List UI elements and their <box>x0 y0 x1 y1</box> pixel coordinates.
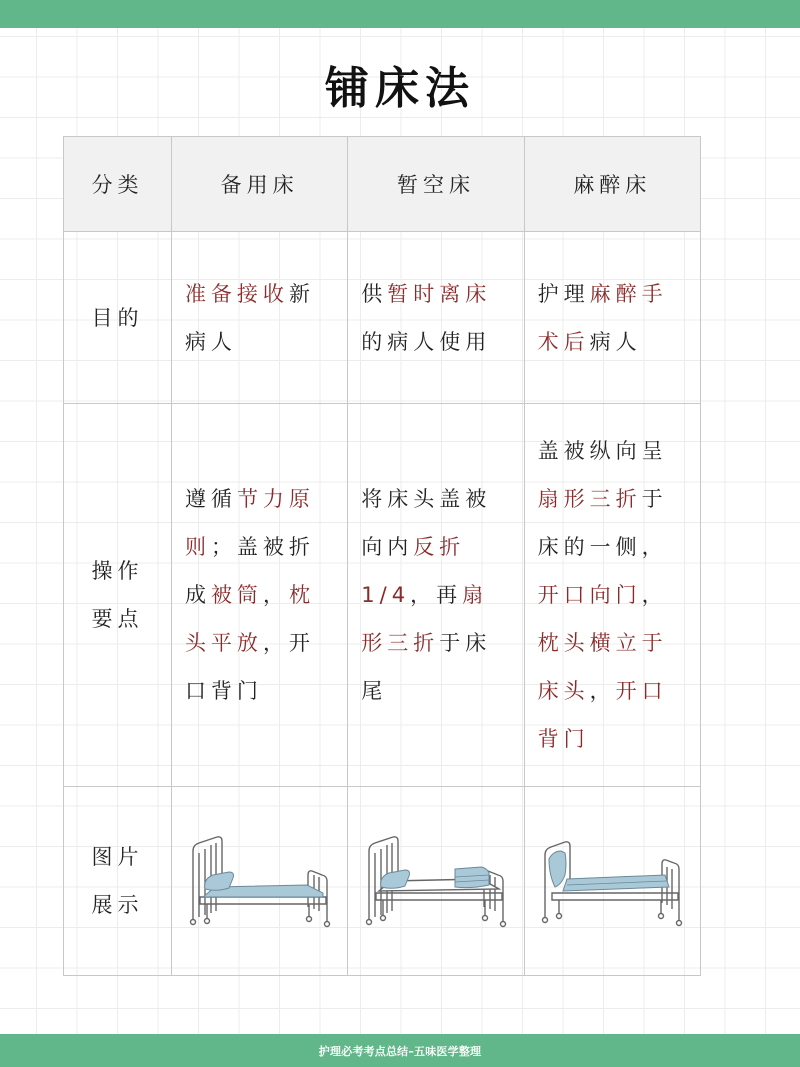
footer-banner <box>0 1034 800 1067</box>
body-text: ， <box>589 679 616 703</box>
highlighted-text: 准备接收 <box>184 281 289 306</box>
body-text: 盖被纵向呈 <box>537 439 668 463</box>
highlighted-text: 节力原则 <box>184 487 315 559</box>
cell-spare-bed-steps <box>171 404 347 787</box>
highlighted-text: 开口向门 <box>537 583 642 607</box>
table-header-row <box>64 137 701 232</box>
highlighted-text: 暂时离床 <box>387 281 492 306</box>
body-text: 于床尾 <box>361 631 492 703</box>
page-title: 铺床法 <box>325 63 475 114</box>
body-text: ， <box>262 583 289 607</box>
cell-anesthesia-bed-steps <box>524 404 700 787</box>
table-row-key-steps <box>64 404 701 787</box>
body-text: ；盖被折成 <box>184 535 315 607</box>
highlighted-text: 枕头横立于床头 <box>537 631 668 703</box>
cell-temporary-bed-image <box>348 787 524 976</box>
body-text: 的病人使用 <box>361 329 492 354</box>
cell-temporary-bed-purpose <box>348 232 524 404</box>
highlighted-text: 开口背门 <box>537 679 668 751</box>
row-label-key-steps <box>64 404 172 787</box>
cell-spare-bed-image <box>171 787 347 976</box>
spare-bed-illustration <box>185 829 335 929</box>
body-text: 供 <box>361 281 388 306</box>
cell-anesthesia-bed-purpose <box>524 232 700 404</box>
column-header-category: 分类 <box>64 137 172 232</box>
column-header-anesthesia-bed: 麻醉床 <box>524 137 700 232</box>
row-label-purpose: 目的 <box>64 232 172 404</box>
table-row-purpose <box>64 232 701 404</box>
top-banner <box>0 0 800 28</box>
row-label-line-2: 展示 <box>91 893 144 917</box>
cell-spare-bed-purpose <box>171 232 347 404</box>
row-label-line-1: 操作 <box>91 559 144 583</box>
highlighted-text: 枕头平放 <box>184 583 315 655</box>
row-label-images <box>64 787 172 976</box>
bed-making-table <box>63 136 701 976</box>
body-text: 护理 <box>537 281 590 306</box>
cell-anesthesia-bed-image <box>524 787 700 976</box>
table-row-images <box>64 787 701 976</box>
column-header-temporary-bed: 暂空床 <box>348 137 524 232</box>
highlighted-text: 扇形三折 <box>361 583 489 655</box>
column-header-spare-bed: 备用床 <box>171 137 347 232</box>
row-label-line-1: 图片 <box>91 845 144 869</box>
row-label-line-2: 要点 <box>91 607 144 631</box>
temporary-bed-illustration <box>361 829 511 929</box>
body-text: 新病人 <box>184 281 315 354</box>
highlighted-text: 麻醉手术后 <box>537 281 668 354</box>
footer-text: 护理必考考点总结–五味医学整理 <box>318 1044 482 1058</box>
body-text: 将床头盖被向内 <box>361 487 492 559</box>
highlighted-text: 扇形三折 <box>537 487 642 511</box>
highlighted-text: 被筒 <box>210 583 263 607</box>
anesthesia-bed-illustration <box>537 829 687 929</box>
body-text: 遵循 <box>184 487 237 511</box>
body-text: ， <box>641 583 668 607</box>
cell-temporary-bed-steps <box>348 404 524 787</box>
highlighted-text: 反折1/4 <box>361 535 466 607</box>
body-text: 于床的一侧， <box>537 487 668 559</box>
body-text: ，再 <box>410 583 463 607</box>
body-text: 病人 <box>589 329 642 354</box>
body-text: ，开口背门 <box>184 631 315 703</box>
